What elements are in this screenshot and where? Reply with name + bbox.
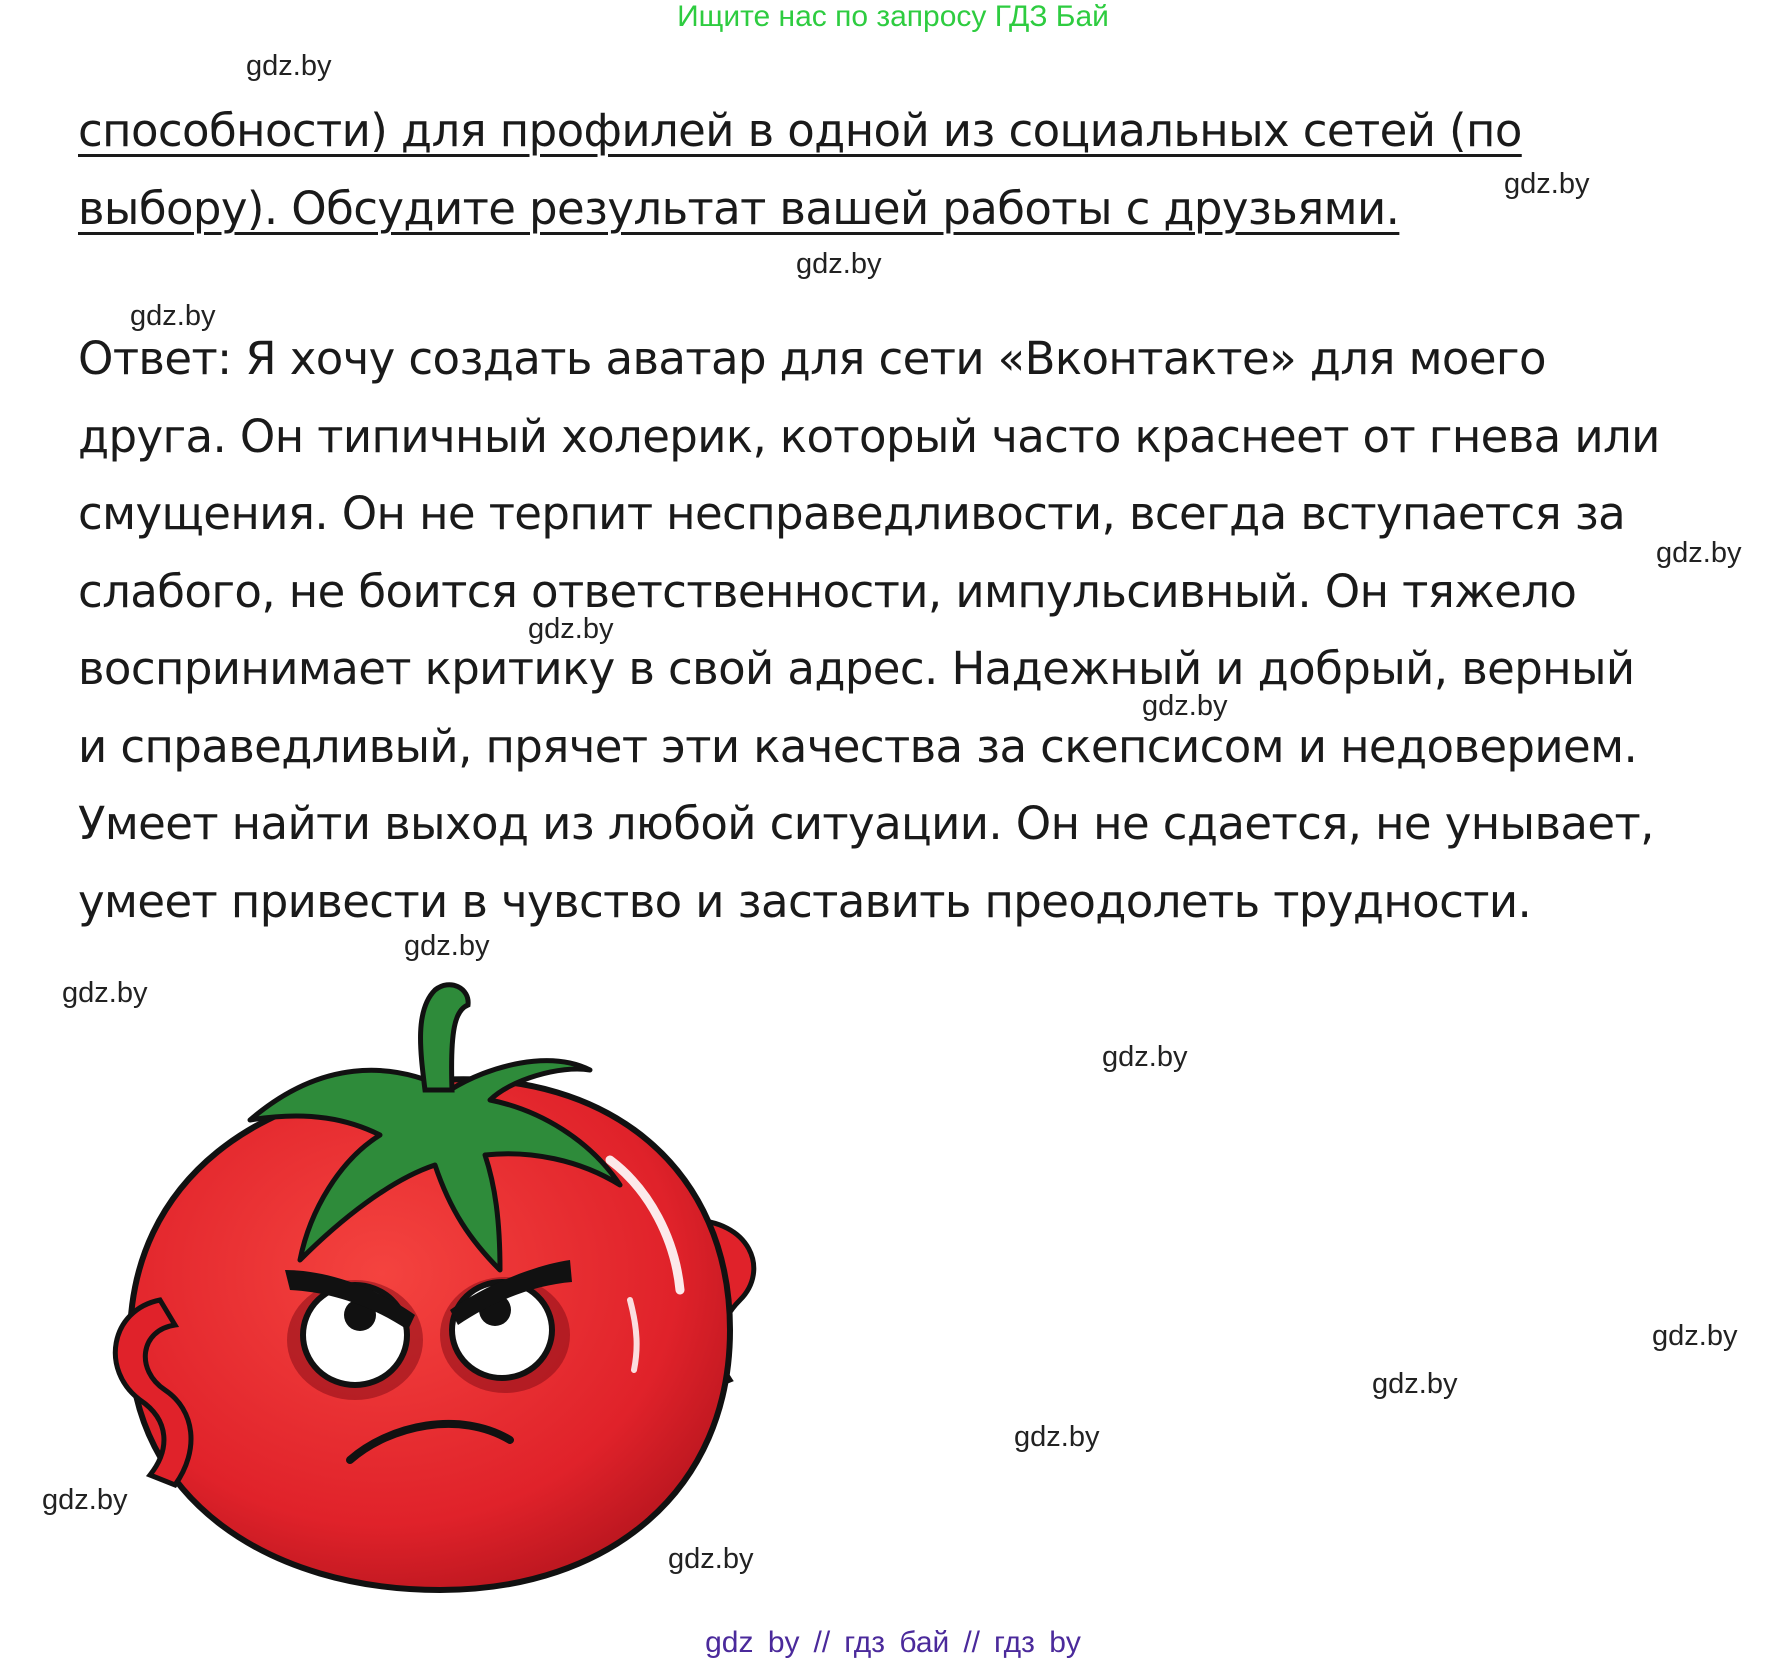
watermark: gdz.by [42,1484,128,1516]
watermark: gdz.by [796,248,882,280]
watermark: gdz.by [1102,1041,1188,1073]
answer-line: умеет привести в чувство и заставить преодолеть трудности. [78,874,1532,928]
footer-separator: // [813,1626,831,1659]
answer-text [78,320,1768,940]
watermark: gdz.by [1504,168,1590,200]
angry-tomato-icon [90,970,790,1610]
task-line: способности) для профилей в одной из социальных сетей (по [78,104,1522,157]
top-banner: Ищите нас по запросу ГДЗ Бай [677,0,1109,33]
footer-item: гдз by [994,1626,1081,1659]
answer-line: друга. Он типичный холерик, который часто краснеет от гнева или [78,409,1660,463]
answer-line: воспринимает критику в свой адрес. Надежный и добрый, верный [78,642,1635,695]
footer-links [0,1626,1786,1660]
watermark: gdz.by [246,50,332,82]
watermark: gdz.by [1656,537,1742,569]
answer-line: слабого, не боится ответственности, импульсивный. Он тяжело [78,564,1577,618]
watermark: gdz.by [1014,1421,1100,1453]
answer-line: смущения. Он не терпит несправедливости, всегда вступается за [78,487,1626,540]
watermark: gdz.by [1372,1368,1458,1400]
footer-separator: // [963,1626,980,1659]
watermark: gdz.by [528,613,614,645]
answer-line: и справедливый, прячет эти качества за скепсисом и недоверием. [78,719,1638,773]
footer-item: гдз бай [844,1626,950,1659]
watermark: gdz.by [62,977,148,1009]
answer-line: Ответ: Я хочу создать аватар для сети «Вконтакте» для моего [78,332,1546,385]
answer-line: Умеет найти выход из любой ситуации. Он не сдается, не унывает, [78,797,1654,850]
task-text [78,92,1678,248]
watermark: gdz.by [130,300,216,332]
footer-item: gdz by [705,1626,800,1659]
watermark: gdz.by [1652,1320,1738,1352]
task-line: выбору). Обсудите результат вашей работы с друзьями. [78,182,1400,235]
watermark: gdz.by [668,1543,754,1575]
watermark: gdz.by [1142,690,1228,722]
watermark: gdz.by [404,930,490,962]
